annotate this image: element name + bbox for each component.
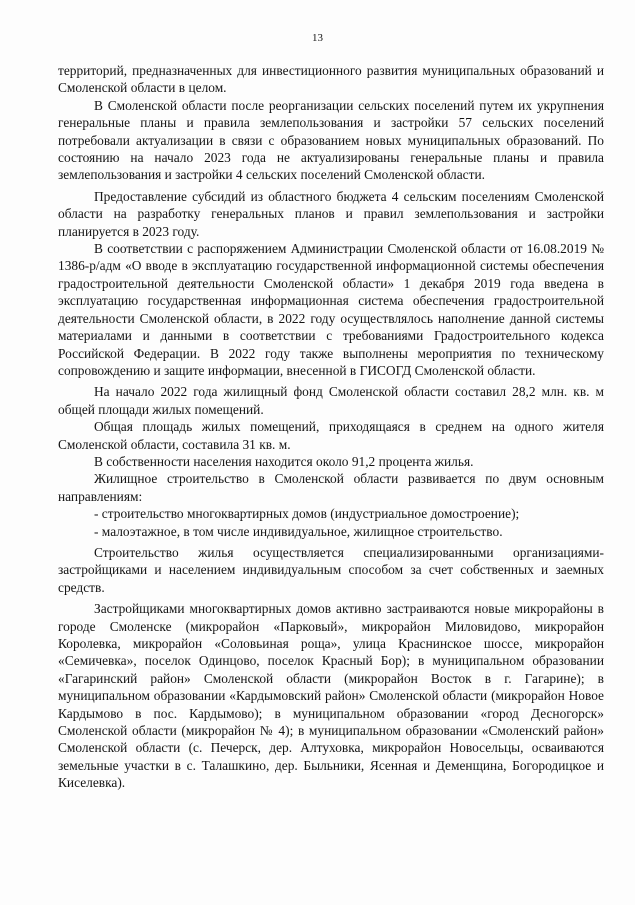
paragraph-housing-fund: На начало 2022 года жилищный фонд Смоленской области составил 28,2 млн. кв. м общей площади жилых помещений. (58, 384, 604, 417)
paragraph-developers: Строительство жилья осуществляется специализированными организациями-застройщиками и населением индивидуальным способом за счет собственных и заемных средств. (58, 544, 604, 595)
list-item-low-rise: - малоэтажное, в том числе индивидуальное, жилищное строительство. (94, 523, 503, 539)
paragraph-continuation: территорий, предназначенных для инвестиционного развития муниципальных образований и Смоленской области в целом. (58, 63, 604, 96)
page-number: 13 (312, 32, 323, 44)
paragraph-ownership: В собственности населения находится около 91,2 процента жилья. (94, 453, 474, 469)
document-body (58, 62, 604, 792)
paragraph-gisogd: В соответствии с распоряжением Администрации Смоленской области от 16.08.2019 № 1386-р/адм «О вводе в эксплуатацию государственной информационной системы обеспечения градостроительной деятельности Смоленской области» 1 декабря 2019 года введена в эксплуатацию государственная информационная система обеспечения градостроительной деятельности Смоленской области, в 2022 году осуществлялось наполнение данной системы материалами и данными в соответствии с требованиями Градостроительного кодекса Российской Федерации. В 2022 году также выполнены мероприятия по техническому сопровождению и защите информации, внесенной в ГИСОГД Смоленской области. (58, 241, 604, 378)
list-item-apartment-buildings: - строительство многоквартирных домов (индустриальное домостроение); (94, 506, 520, 522)
paragraph-directions: Жилищное строительство в Смоленской области развивается по двум основным направлениям: (58, 471, 604, 504)
paragraph-subsidies: Предоставление субсидий из областного бюджета 4 сельским поселениям Смоленской области на разработку генеральных планов и правил землепользования и застройки планируется в 2023 году. (58, 188, 604, 239)
paragraph-reorganization: В Смоленской области после реорганизации сельских поселений путем их укрупнения генеральные планы и правила землепользования и застройки 57 сельских поселений потребовали актуализации в связи с образованием новых муниципальных образований. По состоянию на начало 2023 года не актуализированы генеральные планы и правила землепользования и застройки 4 сельских поселений Смоленской области. (58, 97, 604, 183)
paragraph-area-per-resident: Общая площадь жилых помещений, приходящаяся в среднем на одного жителя Смоленской области, составила 31 кв. м. (58, 419, 604, 452)
paragraph-microdistricts: Застройщиками многоквартирных домов активно застраиваются новые микрорайоны в городе Смоленске (микрорайон «Парковый», микрорайон Миловидово, микрорайон Королевка, микрорайон «Соловьиная роща», улица Краснинское шоссе, микрорайон «Семичевка», поселок Одинцово, поселок Красный Бор); в муниципальном образовании «Гагаринский район» Смоленской области (микрорайон Восток в г. Гагарине); в муниципальном образовании «Кардымовский район» Смоленской области (микрорайон Новое Кардымово в пос. Кардымово); в муниципальном образовании «город Десногорск» Смоленской области (микрорайон № 4); в муниципальном образовании «Смоленский район» Смоленской области (с. Печерск, дер. Алтуховка, микрорайон Новосельцы, осваиваются земельные участки в с. Талашкино, дер. Быльники, Ясенная и Деменщина, Богородицкое и Киселевка). (58, 601, 604, 791)
